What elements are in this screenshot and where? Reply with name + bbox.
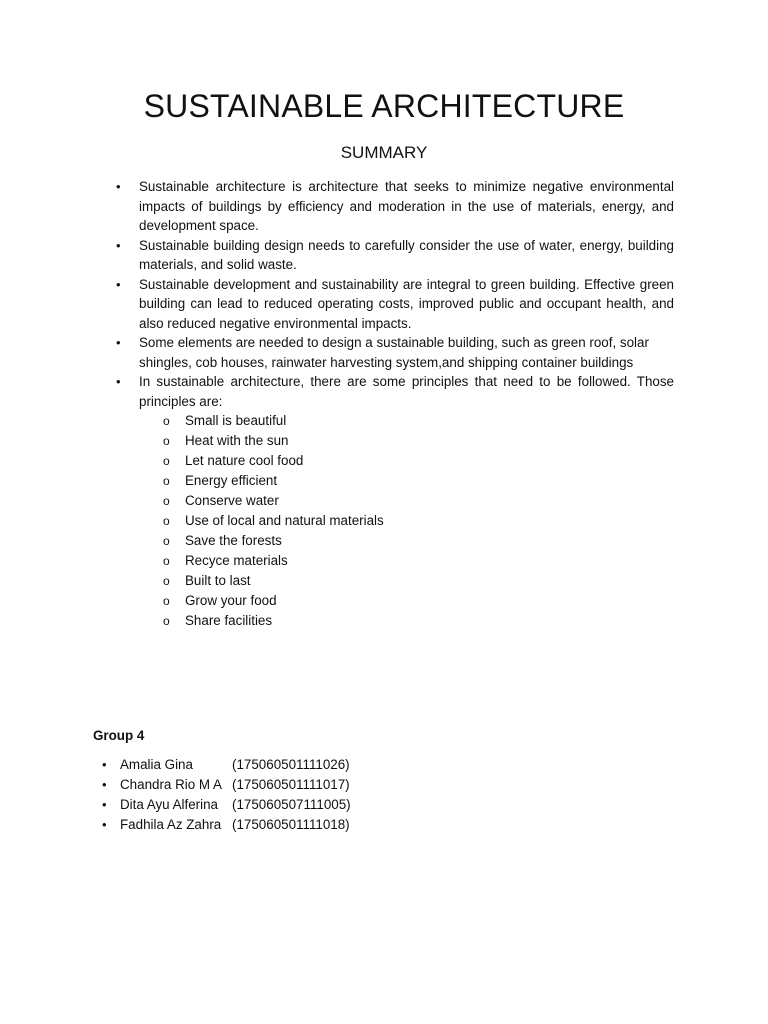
summary-point-text: Sustainable building design needs to carefully consider the use of water, energy, building materials, and solid waste.	[139, 237, 674, 272]
bullet-icon: •	[102, 817, 107, 832]
circle-bullet-icon: o	[163, 514, 170, 528]
member-id: (175060507111005)	[232, 797, 351, 812]
principle-text: Energy efficient	[185, 473, 278, 488]
member-id: (175060501111018)	[232, 817, 350, 832]
principle-text: Share facilities	[185, 613, 273, 628]
summary-point	[116, 333, 674, 372]
principle-item	[139, 511, 674, 531]
member-name: Fadhila Az Zahra	[120, 817, 222, 832]
bullet-icon: •	[116, 335, 121, 350]
bullet-icon: •	[102, 757, 107, 772]
summary-point-text: Some elements are needed to design a sustainable building, such as green roof, solar shingles, cob houses, rainwater harvesting system,and shipping container buildings	[139, 335, 649, 370]
circle-bullet-icon: o	[163, 534, 170, 548]
principle-item	[139, 611, 674, 631]
circle-bullet-icon: o	[163, 614, 170, 628]
principles-list	[139, 411, 674, 631]
principle-text: Grow your food	[185, 593, 277, 608]
bullet-icon: •	[102, 777, 107, 792]
bullet-icon: •	[102, 797, 107, 812]
principle-item	[139, 551, 674, 571]
member-id: (175060501111026)	[232, 757, 350, 772]
principle-text: Heat with the sun	[185, 433, 289, 448]
summary-point	[116, 275, 674, 334]
circle-bullet-icon: o	[163, 594, 170, 608]
principle-item	[139, 531, 674, 551]
summary-point-text: Sustainable development and sustainability are integral to green building. Effective green building can lead to reduced operating costs, improved public and occupant health, and also reduced negative environmental impacts.	[139, 276, 674, 331]
summary-point	[116, 177, 674, 236]
principle-text: Conserve water	[185, 493, 279, 508]
principle-item	[139, 571, 674, 591]
bullet-icon: •	[116, 276, 121, 292]
principle-text: Use of local and natural materials	[185, 513, 384, 528]
member-name: Amalia Gina	[120, 757, 193, 772]
member-name: Dita Ayu Alferina	[120, 797, 219, 812]
circle-bullet-icon: o	[163, 474, 170, 488]
document-title: SUSTAINABLE ARCHITECTURE	[143, 88, 625, 124]
principle-text: Save the forests	[185, 533, 282, 548]
bullet-icon: •	[116, 179, 121, 194]
principle-text: Small is beautiful	[185, 413, 287, 428]
circle-bullet-icon: o	[163, 554, 170, 568]
principle-item	[139, 451, 674, 471]
circle-bullet-icon: o	[163, 414, 170, 428]
summary-point	[116, 372, 674, 631]
principle-text: Built to last	[185, 573, 251, 588]
principle-item	[139, 411, 674, 431]
circle-bullet-icon: o	[163, 494, 170, 508]
summary-point-text: In sustainable architecture, there are some principles that need to be followed. Those principles are:	[139, 374, 674, 409]
circle-bullet-icon: o	[163, 434, 170, 448]
bullet-icon: •	[116, 237, 121, 253]
bullet-icon: •	[116, 374, 121, 389]
principle-text: Let nature cool food	[185, 453, 304, 468]
summary-point-text: Sustainable architecture is architecture that seeks to minimize negative environmental impacts of buildings by efficiency and moderation in the use of materials, energy, and development space.	[139, 179, 674, 233]
member-name: Chandra Rio M A	[120, 777, 222, 792]
summary-list	[116, 177, 674, 631]
group-title: Group 4	[93, 728, 145, 743]
principle-text: Recyce materials	[185, 553, 288, 568]
member-id: (175060501111017)	[232, 777, 350, 792]
summary-point	[116, 236, 674, 275]
document-subtitle: SUMMARY	[340, 143, 428, 162]
circle-bullet-icon: o	[163, 454, 170, 468]
principle-item	[139, 591, 674, 611]
principle-item	[139, 431, 674, 451]
principle-item	[139, 471, 674, 491]
principle-item	[139, 491, 674, 511]
circle-bullet-icon: o	[163, 574, 170, 588]
